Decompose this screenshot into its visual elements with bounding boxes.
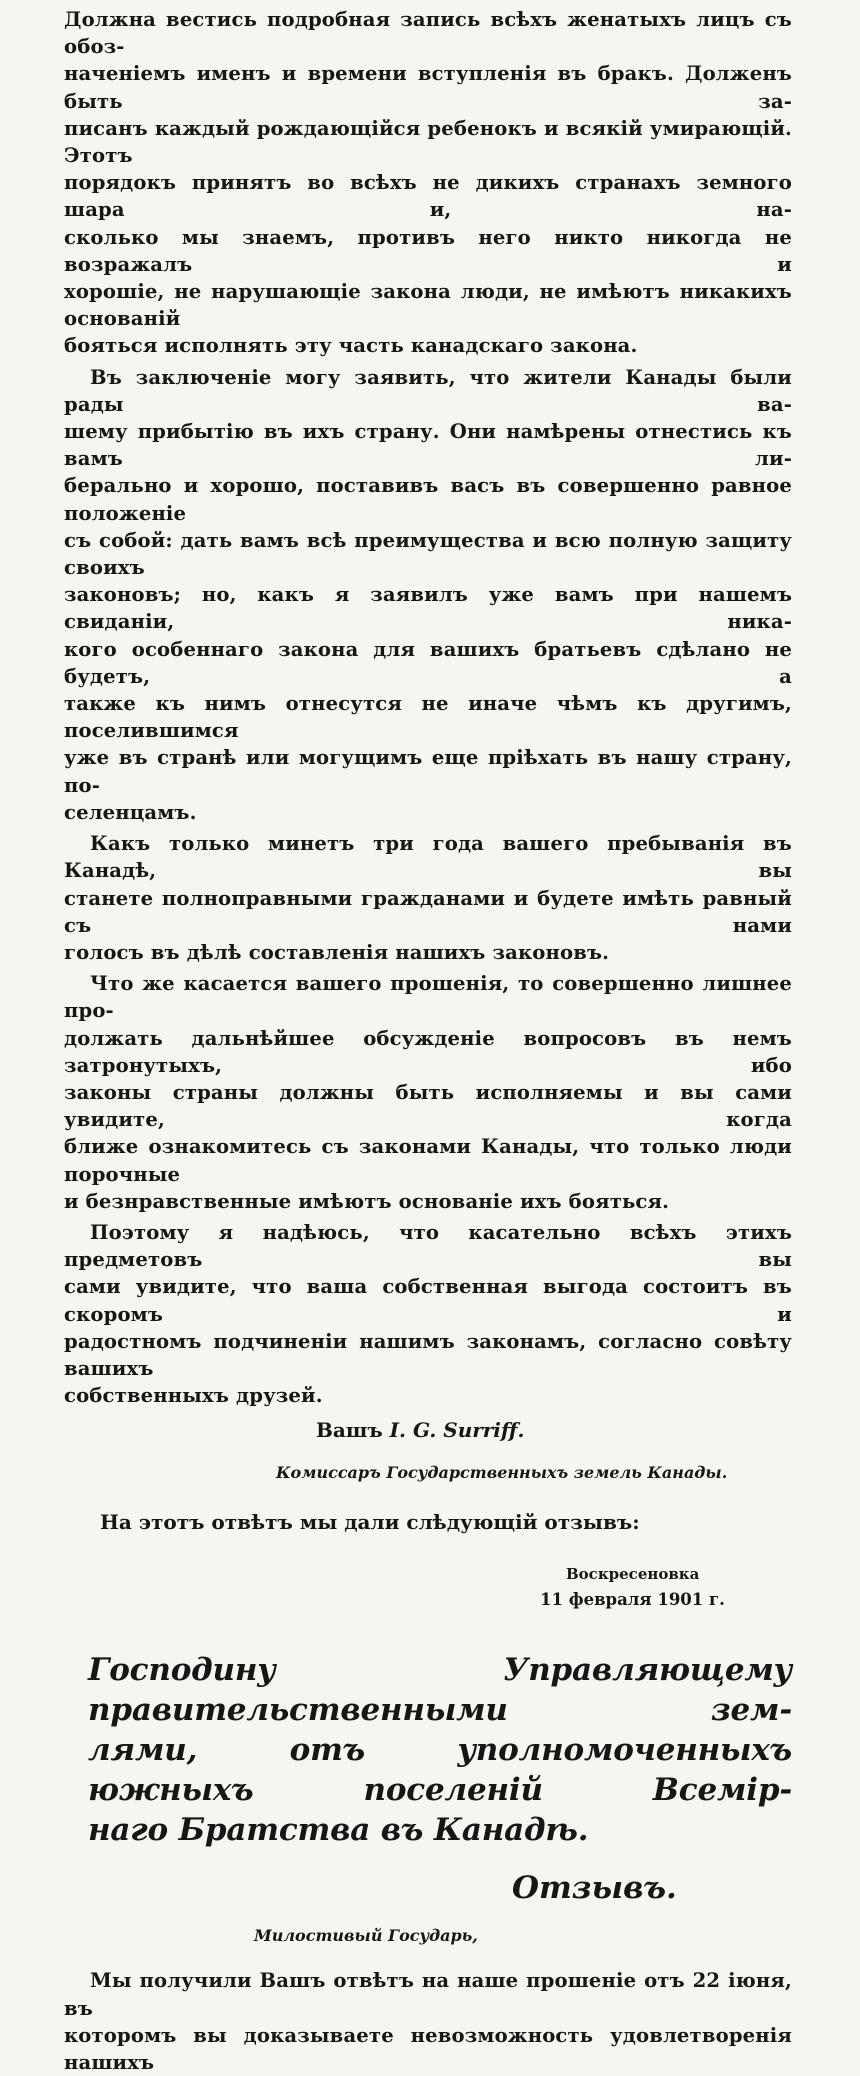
text-line: съ собой: дать вамъ всѣ преимущества и всю полную защиту своихъ [64,528,792,580]
signature [316,1415,792,1445]
text-line: которомъ вы доказываете невозможность удовлетворенія нашихъ [64,2023,792,2074]
paragraph-5 [64,1219,792,1409]
text-line: законы страны должны быть исполняемы и вы сами увидите, когда [64,1080,792,1132]
text-line: радостномъ подчиненіи нашимъ законамъ, согласно совѣту вашихъ [64,1329,792,1380]
signature-prefix: Вашъ [316,1418,383,1443]
text-line: и безнравственные имѣютъ основаніе ихъ бояться. [64,1189,670,1213]
text-line: наченіемъ именъ и времени вступленія въ бракъ. Долженъ быть за- [64,62,792,113]
section-title: Отзывъ. [512,1870,677,1907]
heading-line: Господину Управляющему правительственными зем- [88,1652,792,1729]
signature-title: Комиссаръ Государственныхъ земель Канады. [276,1463,728,1483]
paragraph-2 [64,364,792,826]
letter-date: 11 февраля 1901 г. [540,1590,725,1610]
text-line: ближе ознакомитесь съ законами Канады, что только люди порочные [64,1135,792,1186]
text-line: Поэтому я надѣюсь, что касательно всѣхъ этихъ предметовъ вы [64,1220,792,1272]
text-line: берально и хорошо, поставивъ васъ въ совершенно равное положеніе [64,474,792,525]
reply-intro: На этотъ отвѣтъ мы дали слѣдующій отзывъ: [100,1510,640,1535]
signature-name: I. G. Surriff. [389,1418,525,1443]
text-line: Какъ только минетъ три года вашего пребыванія въ Канадѣ, вы [64,832,792,883]
text-line: уже въ странѣ или могущимъ еще пріѣхать въ нашу страну, по- [64,746,792,797]
text-line: станете полноправными гражданами и будете имѣть равный съ нами [64,886,792,937]
text-line: селенцамъ. [64,800,197,824]
text-line: бояться исполнять эту часть канадскаго закона. [64,334,638,358]
text-line: писанъ каждый рождающійся ребенокъ и всякій умирающій. Этотъ [64,116,792,168]
paragraph-3 [64,830,792,966]
text-line: Должна вестись подробная запись всѣхъ женатыхъ лицъ съ обоз- [64,8,792,59]
letter-place: Воскресеновка [566,1565,700,1584]
text-line: сколько мы знаемъ, противъ него никто никогда не возражалъ и [64,225,792,276]
letter-heading [88,1650,792,1850]
heading-line: лями, отъ уполномоченныхъ южныхъ поселеній Всемір- [88,1732,792,1809]
paragraph-6 [64,1967,792,2076]
text-line: Что же касается вашего прошенія, то совершенно лишнее про- [64,972,792,1023]
text-line: законовъ; но, какъ я заявилъ уже вамъ при нашемъ свиданіи, никa- [64,583,792,634]
text-line: голосъ въ дѣлѣ составленія нашихъ законовъ. [64,940,610,964]
text-line: кого особеннаго закона для вашихъ братьевъ сдѣлано не будетъ, а [64,637,792,688]
text-line: Въ заключеніе могу заявить, что жители Канады были рады ва- [64,365,792,416]
text-line: должать дальнѣйшее обсужденіе вопросовъ въ немъ затронутыхъ, ибо [64,1026,792,1077]
text-line: хорошіе, не нарушающіе закона люди, не имѣютъ никакихъ основаній [64,280,792,331]
text-line: также къ нимъ отнесутся не иначе чѣмъ къ другимъ, поселившимся [64,692,792,743]
heading-line: наго Братства въ Канадѣ. [88,1812,589,1849]
text-line: собственныхъ друзей. [64,1384,323,1408]
text-line: шему прибытію въ ихъ страну. Они намѣрены отнестись къ вамъ ли- [64,420,792,471]
salutation: Милостивый Государь, [254,1926,478,1946]
paragraph-4 [64,970,792,1215]
text-line: Мы получили Вашъ отвѣтъ на наше прошеніе отъ 22 іюня, въ [64,1969,792,2020]
text-line: порядокъ принятъ во всѣхъ не дикихъ странахъ земного шара и, на- [64,171,792,222]
paragraph-1 [64,6,792,360]
text-line: сами увидите, что ваша собственная выгода состоитъ въ скоромъ и [64,1275,792,1326]
